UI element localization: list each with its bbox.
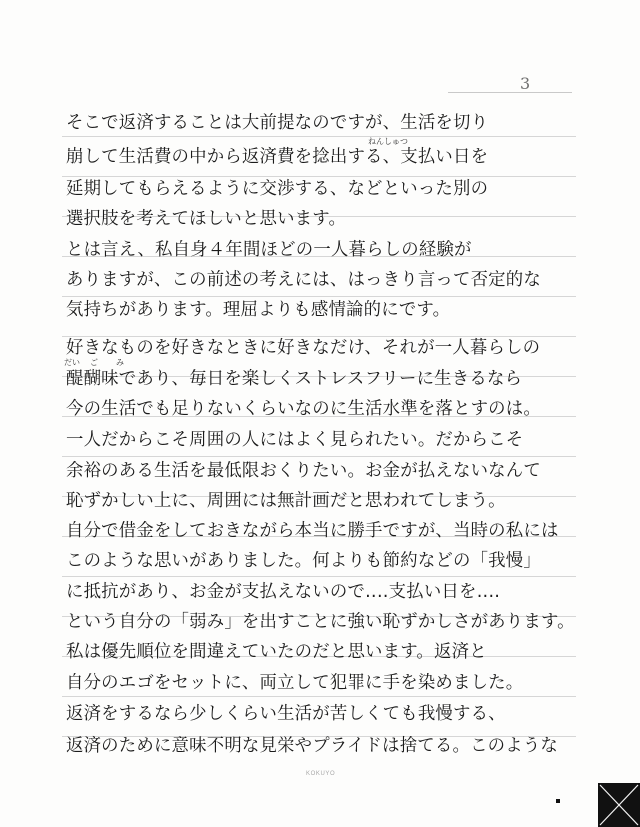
letter-line: 崩して生活費の中から返済費を捻出する、支払い日を — [66, 147, 489, 167]
letter-line: 選択肢を考えてほしいと思います。 — [66, 209, 347, 229]
letter-line: ありますが、この前述の考えには、はっきり言って否定的な — [66, 270, 541, 290]
page-number: 3 — [520, 74, 531, 93]
letter-line: 自分のエゴをセットに、両立して犯罪に手を染めました。 — [66, 673, 524, 693]
letter-line: という自分の「弱み」を出すことに強い恥ずかしさがあります。 — [66, 612, 575, 632]
ruled-line — [62, 136, 576, 137]
ruled-line — [62, 296, 576, 297]
ruled-line — [62, 456, 576, 457]
letter-line: 延期してもらえるように交渉する、などといった別の — [66, 179, 489, 199]
letter-line: 一人だからこそ周囲の人にはよく見られたい。だからこそ — [66, 430, 524, 450]
furigana-nenshutsu: ねんしゅつ — [368, 137, 408, 146]
letter-line: 今の生活でも足りないくらいなのに生活水準を落とすのは。 — [66, 399, 541, 419]
letter-line: 好きなものを好きなときに好きなだけ、それが一人暮らしの — [66, 338, 541, 358]
letter-line: このような思いがありました。何よりも節約などの「我慢」 — [66, 551, 541, 571]
letter-line: 気持ちがあります。理屈よりも感情論的にです。 — [66, 300, 451, 320]
letter-line: 私は優先順位を間違えていたのだと思います。返済と — [66, 642, 487, 662]
ruled-line — [62, 696, 576, 697]
furigana-dai: だい — [64, 358, 80, 367]
letter-line: 恥ずかしい上に、周囲には無計画だと思われてしまう。 — [66, 491, 506, 511]
letter-line: 余裕のある生活を最低限おくりたい。お金が払えないなんて — [66, 461, 541, 481]
letter-line: に抵抗があり、お金が支払えないので‥‥支払い日を‥‥ — [66, 582, 501, 602]
letter-line: とは言え、私自身４年間ほどの一人暮らしの経験が — [66, 240, 472, 260]
letter-line: そこで返済することは大前提なのですが、生活を切り — [66, 113, 489, 133]
letter-line: 自分で借金をしておきながら本当に勝手ですが、当時の私には — [66, 521, 559, 541]
page-number-underline — [448, 92, 572, 93]
letter-line: 醍醐味であり、毎日を楽しくストレスフリーに生きるなら — [66, 369, 523, 389]
letter-line: 返済をするなら少しくらい生活が苦しくても我慢する、 — [66, 704, 506, 724]
ruled-line — [62, 576, 576, 577]
corner-x-mark-icon — [598, 783, 640, 827]
furigana-go: ご — [90, 358, 98, 367]
furigana-mi: み — [116, 358, 124, 367]
brand-mark: KOKUYO — [306, 771, 336, 777]
letter-line: 返済のために意味不明な見栄やプライドは捨てる。このような — [66, 736, 559, 756]
scan-mark-dot — [556, 799, 560, 803]
